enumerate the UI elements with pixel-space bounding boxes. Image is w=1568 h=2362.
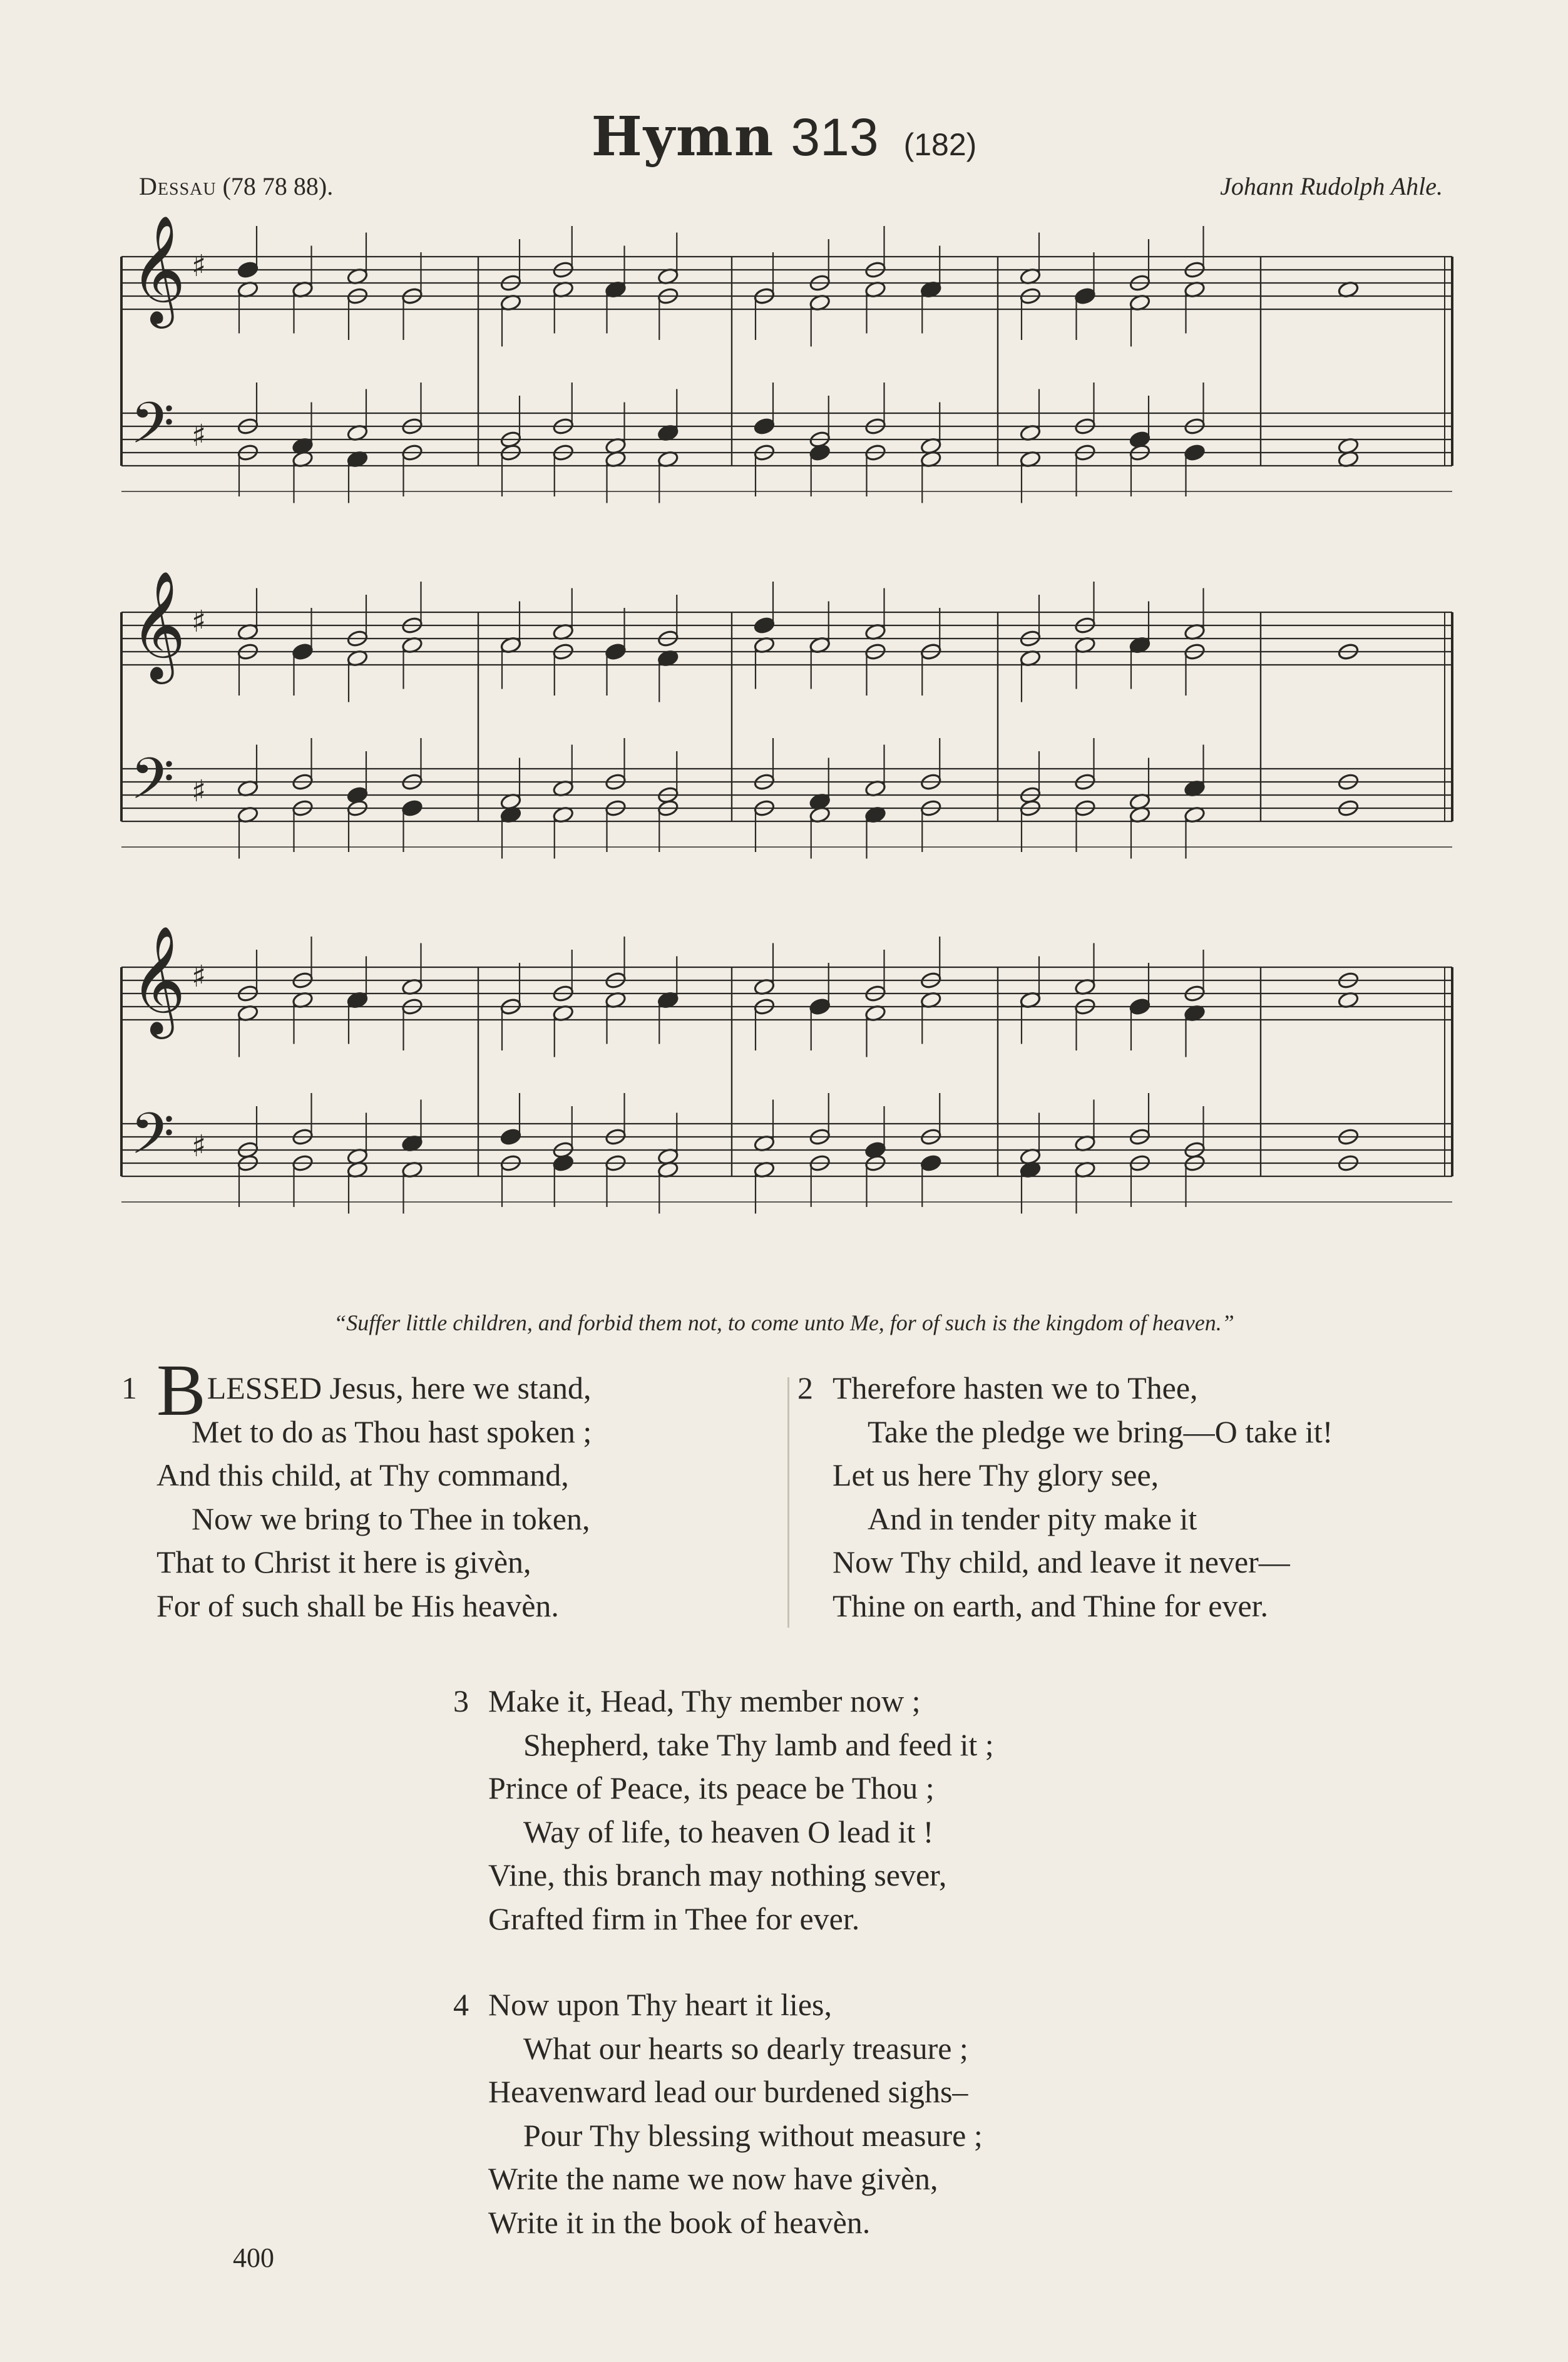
sharp-icon: ♯ (192, 604, 207, 639)
stanza-line: Therefore hasten we to Thee, (833, 1370, 1198, 1405)
drop-cap: B (156, 1349, 206, 1431)
stanza-number: 3 (453, 1683, 469, 1718)
stanza-line: Now we bring to Thee in token, (192, 1501, 590, 1536)
stanza-line: Let us here Thy glory see, (833, 1457, 1159, 1492)
sharp-icon: ♯ (192, 249, 207, 284)
stanza-line: Prince of Peace, its peace be Thou ; (488, 1770, 935, 1805)
note-head (237, 260, 259, 279)
composer: Johann Rudolph Ahle. (1220, 172, 1443, 200)
sharp-icon: ♯ (192, 418, 207, 453)
stanza-line: And this child, at Thy command, (156, 1457, 569, 1492)
column-divider (787, 1377, 789, 1628)
note-head (809, 443, 831, 461)
note-head (292, 642, 314, 660)
stanza-line: Way of life, to heaven O lead it ! (523, 1814, 934, 1849)
stanza-line: Take the pledge we bring—O take it! (868, 1414, 1333, 1449)
stanza-line: Vine, this branch may nothing sever, (488, 1857, 947, 1892)
bass-clef-icon: 𝄢 (130, 1101, 175, 1181)
stanza-3 (453, 1680, 994, 1941)
stanza-number: 4 (453, 1987, 469, 2022)
tune-meter: (78 78 88). (222, 172, 334, 200)
note-head (401, 799, 423, 817)
stanza-line: Grafted firm in Thee for ever. (488, 1901, 860, 1936)
scripture-epigraph: “Suffer little children, and forbid them not, to come unto Me, for of such is the kingdom of heaven.” (334, 1310, 1234, 1335)
hymn-number: 313 (791, 108, 879, 167)
tune-name: Dessau (139, 172, 217, 200)
stanza-line: BLESSED Jesus, here we stand, (156, 1349, 592, 1431)
note-head (809, 997, 831, 1015)
note-head (552, 1154, 574, 1172)
stanza-line: That to Christ it here is givèn, (156, 1544, 531, 1579)
note-head (1074, 287, 1096, 305)
stanza-line: Thine on earth, and Thine for ever. (833, 1588, 1269, 1623)
stanza-line: What our hearts so dearly treasure ; (523, 2030, 968, 2066)
stanza-number: 1 (121, 1370, 137, 1405)
bass-clef-icon: 𝄢 (130, 746, 175, 826)
note-head (500, 1127, 521, 1146)
stanza-line: Now upon Thy heart it lies, (488, 1987, 832, 2022)
stanza-number: 2 (797, 1370, 813, 1405)
stanza-4 (453, 1983, 983, 2244)
stanza-2 (797, 1367, 1333, 1628)
stanza-line: Pour Thy blessing without measure ; (523, 2117, 983, 2153)
sharp-icon: ♯ (192, 774, 207, 809)
sharp-icon: ♯ (192, 1129, 207, 1164)
stanza-line: Met to do as Thou hast spoken ; (192, 1414, 592, 1449)
note-head (753, 417, 775, 435)
stanza-line: Write the name we now have givèn, (488, 2161, 938, 2196)
music-score (116, 207, 1456, 1271)
stanza-line: For of such shall be His heavèn. (156, 1588, 559, 1623)
stanza-line: Write it in the book of heavèn. (488, 2204, 871, 2240)
note-head (753, 616, 775, 634)
treble-clef-icon: 𝄞 (130, 215, 186, 324)
stanza-line: Shepherd, take Thy lamb and feed it ; (523, 1727, 994, 1762)
page-number: 400 (233, 2242, 274, 2273)
stanza-line: And in tender pity make it (868, 1501, 1197, 1536)
stanza-1 (121, 1349, 592, 1628)
note-head (920, 1154, 942, 1172)
note-head (1184, 443, 1206, 461)
hymn-word: Hymn (591, 105, 775, 168)
stanza-line: Heavenward lead our burdened sighs– (488, 2074, 968, 2109)
treble-clef-icon: 𝄞 (130, 925, 186, 1035)
stanza-line: Now Thy child, and leave it never— (833, 1544, 1290, 1579)
hymn-title (0, 105, 1568, 168)
bass-clef-icon: 𝄢 (130, 390, 175, 471)
tune-info (139, 172, 333, 201)
sharp-icon: ♯ (192, 959, 207, 994)
treble-clef-icon: 𝄞 (130, 570, 186, 680)
stanza-line: Make it, Head, Thy member now ; (488, 1683, 921, 1718)
alt-hymn-number: (182) (903, 127, 977, 162)
